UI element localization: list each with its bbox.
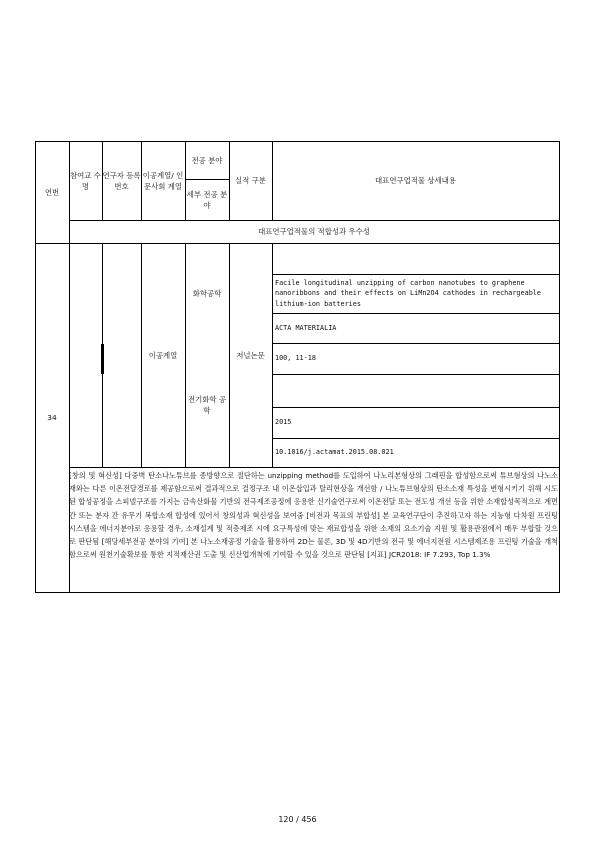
header-detail: 대표연구업적물 상세내용 [375,176,456,185]
detail-doi: 10.1016/j.actamat.2015.08.021 [275,448,394,456]
detail-year: 2015 [275,418,292,426]
detail-volume-pages: 100, 11-18 [275,354,316,362]
detail-journal: ACTA MATERIALIA [275,323,337,332]
detail-row-blank-2 [272,374,559,407]
header-researcher-id: 연구자 등록번호 [102,170,141,191]
detail-title: Facile longitudinal unzipping of carbon nanotubes to graphene nanoribbons and their effects on LiMn2O4 cathodes in rechargeable lithium-ion batteries [275,278,541,308]
record-field: 이공계열 [148,350,178,360]
detail-row-blank-1 [272,243,559,274]
header-suitability: 대표연구업적물의 적합성과 우수성 [258,227,370,236]
header-participation: 참여교 수명 [70,170,101,191]
record-sub-major: 전기화학 공학 [187,395,227,415]
header-major: 전공 분야 [191,155,223,165]
header-no: 연번 [44,187,60,197]
header-field: 이공계열/ 인문사회 계열 [142,170,184,191]
header-sub-major: 세부 전공 분야 [186,189,228,210]
page-number: 120 / 456 [278,815,317,824]
record-type: 저널논문 [236,350,265,360]
header-type: 실적 구분 [235,176,266,185]
record-number: 34 [47,413,57,422]
record-major: 화학공학 [192,288,222,298]
record-description: [창의 및 혁신성] 다중벽 탄소나노튜브를 종방향으로 절단하는 unzipping method를 도입하여 나노리본형상의 그래핀을 합성함으로써 튜브형상의 나노소재와는 다른 이온전달경로를 제공함으로써 결과적으로 결정구조 내 이온삽입과 탈리현상을 개선함 / 나노튜브형상의 탄소소재 특성을 변형시키기 위해 시도된 합성공정을 스피넬구조를 가지는 금속산화물 기반의 전극제조공정에 응용한 신기술연구로써 이온전달 또는 전도성 개선 등을 위한 소재합성목적으로 계면 간 또는 분자 간 유무기 복합소재 합성에 있어서 창의성과 혁신성을 보여줌 [비전과 목표의 부합성] 본 교육연구단이 추진하고자 하는 지능형 다차원 프린팅 시스템을 에너지분야로 응용할 경우, 소재설계 및 적층제조 시에 요구특성에 맞는 재료합성을 위한 소재의 요소기술 지원 및 활용관점에서 매우 부합할 것으로 판단됨 [해당세부전공 분야의 기여] 본 나노소재공정 기술을 활용하여 2D는 물론, 3D 및 4D기반의 전극 및 에너지전원 시스템제조용 프린팅 기술을 개척함으로써 원천기술확보를 통한 지적재산권 도출 및 신산업개척에 기여할 수 있을 것으로 판단됨 [지표] JCR2018: IF 7.293, Top 1.3% [69,471,558,560]
